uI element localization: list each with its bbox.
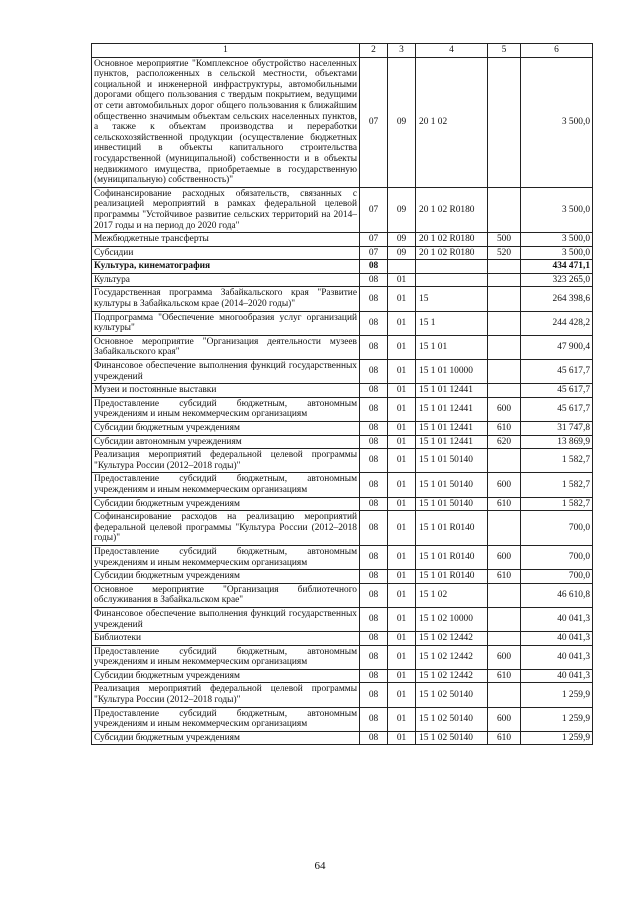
table-row xyxy=(92,545,593,569)
row-target-article-cell: 15 1 01 12441 xyxy=(416,422,488,436)
table-row xyxy=(92,287,593,311)
row-name-cell: Межбюджетные трансферты xyxy=(92,233,360,247)
row-subsection-cell: 01 xyxy=(388,545,416,569)
table-row xyxy=(92,473,593,497)
table-row xyxy=(92,707,593,731)
row-subsection-cell: 01 xyxy=(388,335,416,359)
row-section-cell: 07 xyxy=(360,233,388,247)
row-target-article-cell: 15 1 01 50140 xyxy=(416,473,488,497)
row-expense-type-cell: 600 xyxy=(488,545,521,569)
table-row xyxy=(92,360,593,384)
row-expense-type-cell xyxy=(488,384,521,398)
row-name-cell: Реализация мероприятий федеральной целевой программы "Культура России (2012–2018 годы)" xyxy=(92,683,360,707)
row-section-cell: 08 xyxy=(360,435,388,449)
column-header: 6 xyxy=(521,44,593,58)
table-row xyxy=(92,632,593,646)
row-expense-type-cell xyxy=(488,360,521,384)
row-expense-type-cell: 610 xyxy=(488,731,521,745)
row-target-article-cell: 15 1 01 50140 xyxy=(416,449,488,473)
row-subsection-cell: 09 xyxy=(388,246,416,260)
table-row xyxy=(92,570,593,584)
row-name-cell: Софинансирование расходов на реализацию мероприятий федеральной целевой программы "Культура России (2012–2018 годы)" xyxy=(92,511,360,546)
row-target-article-cell: 15 1 01 xyxy=(416,335,488,359)
row-amount-cell: 1 259,9 xyxy=(521,731,593,745)
table-row xyxy=(92,435,593,449)
row-section-cell: 08 xyxy=(360,683,388,707)
row-subsection-cell: 01 xyxy=(388,731,416,745)
row-subsection-cell: 01 xyxy=(388,707,416,731)
row-amount-cell: 3 500,0 xyxy=(521,246,593,260)
table-row xyxy=(92,57,593,187)
table-row xyxy=(92,731,593,745)
row-amount-cell: 700,0 xyxy=(521,570,593,584)
row-section-cell: 08 xyxy=(360,260,388,274)
table-row xyxy=(92,187,593,232)
row-amount-cell: 700,0 xyxy=(521,511,593,546)
row-expense-type-cell: 610 xyxy=(488,669,521,683)
row-expense-type-cell xyxy=(488,449,521,473)
row-section-cell: 08 xyxy=(360,384,388,398)
row-expense-type-cell xyxy=(488,57,521,187)
row-target-article-cell: 15 1 xyxy=(416,311,488,335)
row-amount-cell: 3 500,0 xyxy=(521,57,593,187)
row-expense-type-cell xyxy=(488,583,521,607)
row-subsection-cell: 01 xyxy=(388,311,416,335)
row-section-cell: 08 xyxy=(360,583,388,607)
row-section-cell: 08 xyxy=(360,335,388,359)
row-name-cell: Библиотеки xyxy=(92,632,360,646)
row-target-article-cell: 15 1 01 10000 xyxy=(416,360,488,384)
row-expense-type-cell xyxy=(488,311,521,335)
row-expense-type-cell xyxy=(488,273,521,287)
table-row xyxy=(92,607,593,631)
row-name-cell: Государственная программа Забайкальского края "Развитие культуры в Забайкальском крае (2014–2020 годы)" xyxy=(92,287,360,311)
row-amount-cell: 1 582,7 xyxy=(521,449,593,473)
row-amount-cell: 1 259,9 xyxy=(521,707,593,731)
row-subsection-cell: 01 xyxy=(388,607,416,631)
column-header: 4 xyxy=(416,44,488,58)
row-subsection-cell: 01 xyxy=(388,570,416,584)
column-header: 2 xyxy=(360,44,388,58)
row-amount-cell: 264 398,6 xyxy=(521,287,593,311)
row-amount-cell: 1 582,7 xyxy=(521,473,593,497)
row-expense-type-cell: 610 xyxy=(488,570,521,584)
column-header: 5 xyxy=(488,44,521,58)
row-target-article-cell xyxy=(416,273,488,287)
row-subsection-cell: 01 xyxy=(388,669,416,683)
row-section-cell: 08 xyxy=(360,645,388,669)
row-section-cell: 08 xyxy=(360,273,388,287)
row-amount-cell: 40 041,3 xyxy=(521,645,593,669)
row-name-cell: Основное мероприятие "Организация библиотечного обслуживания в Забайкальском крае" xyxy=(92,583,360,607)
row-section-cell: 08 xyxy=(360,397,388,421)
row-target-article-cell: 15 1 01 12441 xyxy=(416,397,488,421)
row-section-cell: 07 xyxy=(360,246,388,260)
row-amount-cell: 45 617,7 xyxy=(521,397,593,421)
row-subsection-cell: 01 xyxy=(388,511,416,546)
table-row xyxy=(92,397,593,421)
page-number: 64 xyxy=(314,860,326,872)
row-name-cell: Субсидии бюджетным учреждениям xyxy=(92,497,360,511)
table-row xyxy=(92,669,593,683)
table-row xyxy=(92,449,593,473)
row-amount-cell: 244 428,2 xyxy=(521,311,593,335)
budget-table xyxy=(91,43,593,745)
row-target-article-cell: 15 xyxy=(416,287,488,311)
row-target-article-cell: 15 1 02 12442 xyxy=(416,669,488,683)
table-row xyxy=(92,311,593,335)
row-section-cell: 08 xyxy=(360,669,388,683)
row-section-cell: 08 xyxy=(360,287,388,311)
row-section-cell: 08 xyxy=(360,632,388,646)
row-expense-type-cell: 600 xyxy=(488,645,521,669)
row-amount-cell: 31 747,8 xyxy=(521,422,593,436)
row-amount-cell: 1 259,9 xyxy=(521,683,593,707)
row-section-cell: 08 xyxy=(360,570,388,584)
row-section-cell: 08 xyxy=(360,360,388,384)
row-expense-type-cell: 600 xyxy=(488,707,521,731)
table-row xyxy=(92,497,593,511)
row-name-cell: Субсидии бюджетным учреждениям xyxy=(92,669,360,683)
row-expense-type-cell: 600 xyxy=(488,473,521,497)
row-target-article-cell: 15 1 01 50140 xyxy=(416,497,488,511)
table-row xyxy=(92,273,593,287)
row-subsection-cell: 01 xyxy=(388,473,416,497)
row-expense-type-cell xyxy=(488,683,521,707)
row-subsection-cell: 01 xyxy=(388,583,416,607)
table-row xyxy=(92,233,593,247)
row-expense-type-cell xyxy=(488,632,521,646)
row-expense-type-cell: 610 xyxy=(488,497,521,511)
column-header: 1 xyxy=(92,44,360,58)
table-row xyxy=(92,335,593,359)
row-expense-type-cell xyxy=(488,187,521,232)
row-name-cell: Предоставление субсидий бюджетным, автономным учреждениям и иным некоммерческим организациям xyxy=(92,707,360,731)
row-subsection-cell: 01 xyxy=(388,632,416,646)
row-subsection-cell: 09 xyxy=(388,233,416,247)
row-expense-type-cell: 600 xyxy=(488,397,521,421)
row-expense-type-cell: 520 xyxy=(488,246,521,260)
row-section-cell: 08 xyxy=(360,449,388,473)
row-target-article-cell: 15 1 01 12441 xyxy=(416,435,488,449)
row-subsection-cell: 01 xyxy=(388,435,416,449)
table-row xyxy=(92,422,593,436)
row-target-article-cell: 15 1 01 R0140 xyxy=(416,570,488,584)
row-expense-type-cell: 620 xyxy=(488,435,521,449)
row-target-article-cell: 15 1 01 R0140 xyxy=(416,545,488,569)
row-section-cell: 08 xyxy=(360,607,388,631)
row-amount-cell: 45 617,7 xyxy=(521,384,593,398)
row-section-cell: 08 xyxy=(360,422,388,436)
row-name-cell: Предоставление субсидий бюджетным, автономным учреждениям и иным некоммерческим организациям xyxy=(92,645,360,669)
row-amount-cell: 47 900,4 xyxy=(521,335,593,359)
row-section-cell: 07 xyxy=(360,187,388,232)
row-target-article-cell: 20 1 02 R0180 xyxy=(416,187,488,232)
row-name-cell: Субсидии xyxy=(92,246,360,260)
budget-table-container xyxy=(91,43,592,745)
row-amount-cell: 46 610,8 xyxy=(521,583,593,607)
row-amount-cell: 3 500,0 xyxy=(521,187,593,232)
table-row xyxy=(92,583,593,607)
row-subsection-cell: 01 xyxy=(388,645,416,669)
row-target-article-cell: 15 1 02 12442 xyxy=(416,632,488,646)
row-target-article-cell: 15 1 02 50140 xyxy=(416,707,488,731)
row-target-article-cell: 15 1 02 10000 xyxy=(416,607,488,631)
row-target-article-cell: 15 1 02 50140 xyxy=(416,683,488,707)
table-row xyxy=(92,645,593,669)
row-subsection-cell: 01 xyxy=(388,497,416,511)
row-section-cell: 08 xyxy=(360,311,388,335)
row-name-cell: Предоставление субсидий бюджетным, автономным учреждениям и иным некоммерческим организациям xyxy=(92,473,360,497)
row-subsection-cell: 01 xyxy=(388,397,416,421)
row-target-article-cell: 15 1 01 12441 xyxy=(416,384,488,398)
row-name-cell: Предоставление субсидий бюджетным, автономным учреждениям и иным некоммерческим организациям xyxy=(92,545,360,569)
row-subsection-cell: 01 xyxy=(388,449,416,473)
row-amount-cell: 3 500,0 xyxy=(521,233,593,247)
row-expense-type-cell xyxy=(488,511,521,546)
row-amount-cell: 45 617,7 xyxy=(521,360,593,384)
row-amount-cell: 700,0 xyxy=(521,545,593,569)
row-amount-cell: 1 582,7 xyxy=(521,497,593,511)
row-name-cell: Реализация мероприятий федеральной целевой программы "Культура России (2012–2018 годы)" xyxy=(92,449,360,473)
row-name-cell: Основное мероприятие "Организация деятельности музеев Забайкальского края" xyxy=(92,335,360,359)
row-amount-cell: 323 265,0 xyxy=(521,273,593,287)
row-section-cell: 08 xyxy=(360,473,388,497)
row-target-article-cell xyxy=(416,260,488,274)
row-section-cell: 08 xyxy=(360,545,388,569)
row-target-article-cell: 20 1 02 xyxy=(416,57,488,187)
row-name-cell: Предоставление субсидий бюджетным, автономным учреждениям и иным некоммерческим организациям xyxy=(92,397,360,421)
row-subsection-cell: 09 xyxy=(388,57,416,187)
row-subsection-cell xyxy=(388,260,416,274)
row-subsection-cell: 01 xyxy=(388,683,416,707)
row-target-article-cell: 20 1 02 R0180 xyxy=(416,233,488,247)
row-expense-type-cell xyxy=(488,335,521,359)
row-name-cell: Субсидии бюджетным учреждениям xyxy=(92,570,360,584)
row-expense-type-cell xyxy=(488,287,521,311)
row-amount-cell: 40 041,3 xyxy=(521,607,593,631)
row-target-article-cell: 15 1 02 50140 xyxy=(416,731,488,745)
table-row xyxy=(92,683,593,707)
row-amount-cell: 40 041,3 xyxy=(521,632,593,646)
table-row xyxy=(92,246,593,260)
row-name-cell: Субсидии бюджетным учреждениям xyxy=(92,731,360,745)
row-amount-cell: 40 041,3 xyxy=(521,669,593,683)
row-subsection-cell: 01 xyxy=(388,273,416,287)
row-subsection-cell: 01 xyxy=(388,287,416,311)
row-name-cell: Финансовое обеспечение выполнения функций государственных учреждений xyxy=(92,360,360,384)
row-target-article-cell: 15 1 02 xyxy=(416,583,488,607)
row-section-cell: 08 xyxy=(360,497,388,511)
row-section-cell: 08 xyxy=(360,511,388,546)
row-name-cell: Субсидии бюджетным учреждениям xyxy=(92,422,360,436)
row-name-cell: Музеи и постоянные выставки xyxy=(92,384,360,398)
row-amount-cell: 434 471,1 xyxy=(521,260,593,274)
table-row xyxy=(92,511,593,546)
column-header: 3 xyxy=(388,44,416,58)
row-name-cell: Культура xyxy=(92,273,360,287)
table-row xyxy=(92,260,593,274)
table-header-row xyxy=(92,44,593,58)
row-target-article-cell: 15 1 01 R0140 xyxy=(416,511,488,546)
row-expense-type-cell xyxy=(488,260,521,274)
row-name-cell: Финансовое обеспечение выполнения функций государственных учреждений xyxy=(92,607,360,631)
row-subsection-cell: 01 xyxy=(388,384,416,398)
row-name-cell: Культура, кинематография xyxy=(92,260,360,274)
row-name-cell: Подпрограмма "Обеспечение многообразия услуг организаций культуры" xyxy=(92,311,360,335)
row-subsection-cell: 01 xyxy=(388,422,416,436)
table-row xyxy=(92,384,593,398)
row-section-cell: 08 xyxy=(360,707,388,731)
row-name-cell: Субсидии автономным учреждениям xyxy=(92,435,360,449)
row-name-cell: Софинансирование расходных обязательств, связанных с реализацией мероприятий в рамках федеральной целевой программы "Устойчивое развитие сельских территорий на 2014–2017 годы и на период до 2020 года" xyxy=(92,187,360,232)
table-body xyxy=(92,57,593,745)
row-name-cell: Основное мероприятие "Комплексное обустройство населенных пунктов, расположенных в сельской местности, объектами социальной и инженерной инфраструктуры, автомобильными дорогами общего пользования с твердым покрытием, ведущими от сети автомобильных дорог общего пользования к ближайшим общественно значимым объектам сельских населенных пунктов, а также к объектам производства и переработки сельскохозяйственной продукции (осуществление бюджетных инвестиций в объекты капитального строительства государственной (муниципальной) собственности и в объекты недвижимого имущества, приобретаемые в государственную (муниципальную) собственность)" xyxy=(92,57,360,187)
row-expense-type-cell: 500 xyxy=(488,233,521,247)
row-section-cell: 08 xyxy=(360,731,388,745)
row-target-article-cell: 20 1 02 R0180 xyxy=(416,246,488,260)
row-expense-type-cell: 610 xyxy=(488,422,521,436)
row-subsection-cell: 01 xyxy=(388,360,416,384)
row-amount-cell: 13 869,9 xyxy=(521,435,593,449)
row-subsection-cell: 09 xyxy=(388,187,416,232)
row-target-article-cell: 15 1 02 12442 xyxy=(416,645,488,669)
row-expense-type-cell xyxy=(488,607,521,631)
row-section-cell: 07 xyxy=(360,57,388,187)
